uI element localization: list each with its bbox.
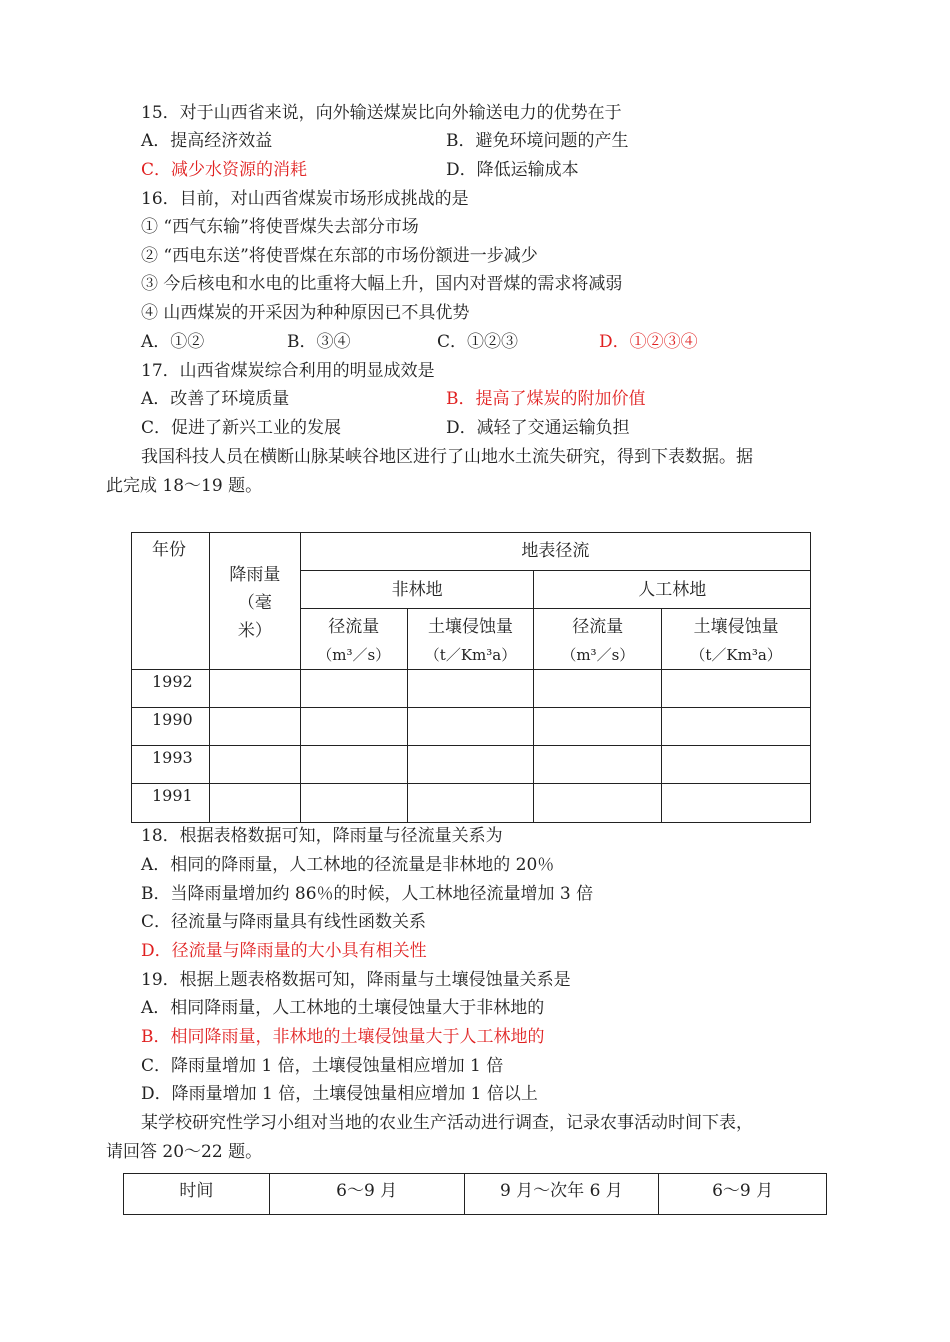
- nonforest-erosion-header: [407, 609, 534, 670]
- runoff-unit: （m³／s）: [561, 646, 635, 664]
- table-row: [124, 1174, 827, 1215]
- q17-stem: 17．山西省煤炭综合利用的明显成效是: [141, 361, 435, 381]
- intro-paragraph-1-line-1: 我国科技人员在横断山脉某峡谷地区进行了山地水土流失研究，得到下表数据。据: [141, 447, 753, 467]
- year-cell: 1992: [132, 670, 210, 708]
- nonforest-runoff-header: [300, 609, 407, 670]
- forest-erosion-header: [662, 609, 811, 670]
- q16-stem: 16．目前，对山西省煤炭市场形成挑战的是: [141, 189, 469, 209]
- q16-option-d-answer: D．①②③④: [599, 332, 698, 352]
- year-header: 年份: [132, 533, 210, 670]
- nonforest-header: 非林地: [300, 571, 534, 609]
- runoff-label: 径流量: [328, 617, 380, 637]
- q18-stem: 18．根据表格数据可知，降雨量与径流量关系为: [141, 826, 503, 846]
- rainfall-header-line-3: 米）: [237, 621, 272, 641]
- intro-paragraph-2-line-2: 请回答 20～22 题。: [106, 1142, 263, 1162]
- rainfall-header: [209, 533, 300, 670]
- q19-option-b-answer: B．相同降雨量，非林地的土壤侵蚀量大于人工林地的: [141, 1027, 545, 1047]
- year-cell: 1991: [132, 784, 210, 823]
- table-row: [132, 784, 811, 823]
- erosion-label: 土壤侵蚀量: [428, 617, 514, 637]
- q16-option-b: B．③④: [287, 332, 351, 352]
- runoff-label: 径流量: [572, 617, 624, 637]
- erosion-unit: （t／Km³a）: [690, 646, 782, 664]
- q17-option-a: A．改善了环境质量: [141, 389, 290, 409]
- q17-option-c: C．促进了新兴工业的发展: [141, 418, 342, 438]
- q19-stem: 19．根据上题表格数据可知，降雨量与土壤侵蚀量关系是: [141, 970, 571, 990]
- year-cell: 1993: [132, 746, 210, 784]
- q18-option-a: A．相同的降雨量，人工林地的径流量是非林地的 20％: [141, 855, 555, 875]
- table-row: [132, 670, 811, 708]
- q16-item-4: ④ 山西煤炭的开采因为种种原因已不具优势: [141, 303, 470, 323]
- rainfall-header-line-2: （毫: [237, 593, 272, 613]
- erosion-unit: （t／Km³a）: [424, 646, 517, 664]
- q18-option-c: C．径流量与降雨量具有线性函数关系: [141, 912, 427, 932]
- time-header: 时间: [124, 1174, 270, 1215]
- period-cell: 9 月～次年 6 月: [464, 1174, 659, 1215]
- q18-option-d-answer: D．径流量与降雨量的大小具有相关性: [141, 941, 427, 961]
- erosion-label: 土壤侵蚀量: [693, 617, 779, 637]
- q16-option-a: A．①②: [141, 332, 205, 352]
- rainfall-header-line-1: 降雨量: [229, 565, 281, 585]
- q18-option-b: B．当降雨量增加约 86％的时候，人工林地径流量增加 3 倍: [141, 884, 594, 904]
- forest-runoff-header: [534, 609, 662, 670]
- q16-option-c: C．①②③: [437, 332, 519, 352]
- q15-option-b: B．避免环境问题的产生: [446, 131, 629, 151]
- year-cell: 1990: [132, 708, 210, 746]
- q15-stem: 15．对于山西省来说，向外输送煤炭比向外输送电力的优势在于: [141, 103, 622, 123]
- q15-option-c-answer: C．减少水资源的消耗: [141, 160, 308, 180]
- surface-runoff-header: 地表径流: [300, 533, 810, 571]
- forest-header: 人工林地: [534, 571, 811, 609]
- q17-option-d: D．减轻了交通运输负担: [446, 418, 630, 438]
- table-row: [132, 708, 811, 746]
- intro-paragraph-2-line-1: 某学校研究性学习小组对当地的农业生产活动进行调查，记录农事活动时间下表，: [141, 1113, 753, 1133]
- farming-schedule-table: [123, 1173, 827, 1215]
- q19-option-d: D．降雨量增加 1 倍，土壤侵蚀量相应增加 1 倍以上: [141, 1084, 538, 1104]
- q15-option-d: D．降低运输成本: [446, 160, 579, 180]
- table-row: [132, 746, 811, 784]
- intro-paragraph-1-line-2: 此完成 18～19 题。: [106, 476, 263, 496]
- q16-item-1: ① “西气东输”将使晋煤失去部分市场: [141, 217, 419, 237]
- q16-item-3: ③ 今后核电和水电的比重将大幅上升，国内对晋煤的需求将减弱: [141, 274, 623, 294]
- period-cell: 6～9 月: [269, 1174, 464, 1215]
- q15-option-a: A．提高经济效益: [141, 131, 273, 151]
- q16-item-2: ② “西电东送”将使晋煤在东部的市场份额进一步减少: [141, 246, 538, 266]
- q17-option-b-answer: B．提高了煤炭的附加价值: [446, 389, 646, 409]
- runoff-data-table: [131, 532, 811, 823]
- q19-option-a: A．相同降雨量，人工林地的土壤侵蚀量大于非林地的: [141, 998, 545, 1018]
- runoff-unit: （m³／s）: [317, 646, 391, 664]
- period-cell: 6～9 月: [659, 1174, 827, 1215]
- q19-option-c: C．降雨量增加 1 倍，土壤侵蚀量相应增加 1 倍: [141, 1056, 504, 1076]
